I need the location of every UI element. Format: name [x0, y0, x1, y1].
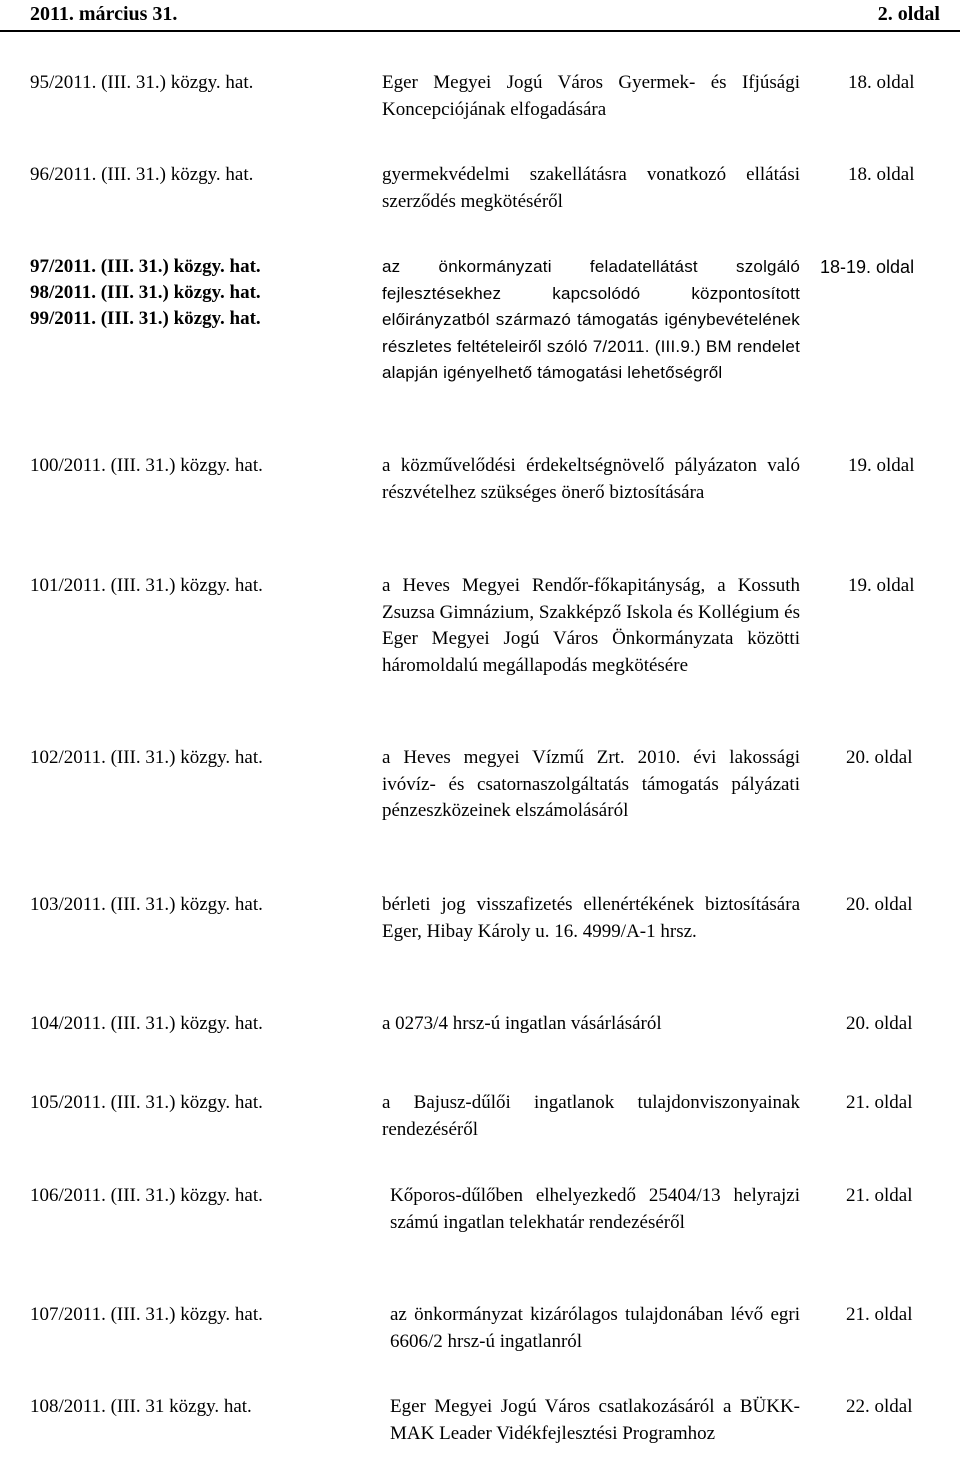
resolution-ids	[30, 453, 263, 479]
resolution-id: 96/2011. (III. 31.) közgy. hat.	[30, 164, 254, 185]
resolution-description: a 0273/4 hrsz-ú ingatlan vásárlásáról	[382, 1013, 662, 1034]
resolution-page: 18. oldal	[848, 164, 915, 185]
resolution-id: 103/2011. (III. 31.) közgy. hat.	[30, 894, 263, 915]
resolution-description: az önkormányzati feladatellátást szolgáló fejlesztésekhez kapcsolódó központosított előirányzatból származó támogatás igénybevételének részletes feltételeiről szóló 7/2011. (III.9.) BM rendelet alapján igényelhető támogatási lehetőségről	[382, 257, 800, 382]
resolution-page: 19. oldal	[848, 455, 915, 476]
resolution-description: Eger Megyei Jogú Város Gyermek- és Ifjúsági Koncepciójának elfogadására	[382, 72, 800, 120]
resolution-description: Kőporos-dűlőben elhelyezkedő 25404/13 helyrajzi számú ingatlan telekhatár rendezéséről	[390, 1185, 800, 1233]
resolution-ids	[30, 1394, 252, 1420]
resolution-id: 104/2011. (III. 31.) közgy. hat.	[30, 1013, 263, 1034]
resolution-ids	[30, 1183, 263, 1209]
resolution-page: 20. oldal	[846, 747, 913, 768]
header-date: 2011. március 31.	[30, 3, 178, 25]
resolution-id: 101/2011. (III. 31.) közgy. hat.	[30, 575, 263, 596]
resolution-page: 20. oldal	[846, 894, 913, 915]
resolution-ids	[30, 254, 261, 332]
resolution-ids	[30, 1302, 263, 1328]
resolution-description: gyermekvédelmi szakellátásra vonatkozó ellátási szerződés megkötéséről	[382, 164, 800, 212]
resolution-ids	[30, 70, 253, 96]
resolution-ids	[30, 1090, 263, 1116]
resolution-page: 19. oldal	[848, 575, 915, 596]
resolution-description: bérleti jog visszafizetés ellenértékének biztosítására Eger, Hibay Károly u. 16. 4999/A-1 hrsz.	[382, 894, 800, 942]
resolution-page: 20. oldal	[846, 1013, 913, 1034]
resolution-id: 97/2011. (III. 31.) közgy. hat.	[30, 256, 261, 277]
resolution-id: 100/2011. (III. 31.) közgy. hat.	[30, 455, 263, 476]
resolution-ids	[30, 162, 253, 188]
resolution-description: a Heves megyei Vízmű Zrt. 2010. évi lakossági ivóvíz- és csatornaszolgáltatás támogatás pályázati pénzeszközeinek elszámolásáról	[382, 747, 800, 821]
resolution-description: Eger Megyei Jogú Város csatlakozásáról a BÜKK-MAK Leader Vidékfejlesztési Programhoz	[390, 1396, 800, 1444]
resolution-id: 95/2011. (III. 31.) közgy. hat.	[30, 72, 254, 93]
resolution-page: 21. oldal	[846, 1185, 913, 1206]
resolution-ids	[30, 892, 263, 918]
resolution-id: 102/2011. (III. 31.) közgy. hat.	[30, 747, 263, 768]
resolution-id: 105/2011. (III. 31.) közgy. hat.	[30, 1092, 263, 1113]
resolution-id: 98/2011. (III. 31.) közgy. hat.	[30, 282, 261, 303]
page-header	[0, 0, 960, 30]
header-rule	[0, 30, 960, 32]
resolution-description: a Heves Megyei Rendőr-főkapitányság, a Kossuth Zsuzsa Gimnázium, Szakképző Iskola és Kollégium és Eger Megyei Jogú Város Önkormányzata közötti háromoldalú megállapodás megkötésére	[382, 575, 800, 676]
resolution-description: a közművelődési érdekeltségnövelő pályázaton való részvételhez szükséges önerő biztosítására	[382, 455, 800, 503]
resolution-id: 106/2011. (III. 31.) közgy. hat.	[30, 1185, 263, 1206]
resolution-ids	[30, 745, 263, 771]
resolution-id: 108/2011. (III. 31 közgy. hat.	[30, 1396, 252, 1417]
resolution-page: 22. oldal	[846, 1396, 913, 1417]
header-page-number: 2. oldal	[877, 3, 940, 25]
resolution-description: az önkormányzat kizárólagos tulajdonában lévő egri 6606/2 hrsz-ú ingatlanról	[390, 1304, 800, 1352]
resolution-page: 21. oldal	[846, 1092, 913, 1113]
resolution-id: 107/2011. (III. 31.) közgy. hat.	[30, 1304, 263, 1325]
resolution-page: 18. oldal	[848, 72, 915, 93]
resolution-ids	[30, 573, 263, 599]
resolution-description: a Bajusz-dűlői ingatlanok tulajdonviszonyainak rendezéséről	[382, 1092, 800, 1140]
resolution-page: 21. oldal	[846, 1304, 913, 1325]
resolution-id: 99/2011. (III. 31.) közgy. hat.	[30, 308, 261, 329]
resolution-ids	[30, 1011, 263, 1037]
resolution-page: 18-19. oldal	[820, 257, 915, 277]
